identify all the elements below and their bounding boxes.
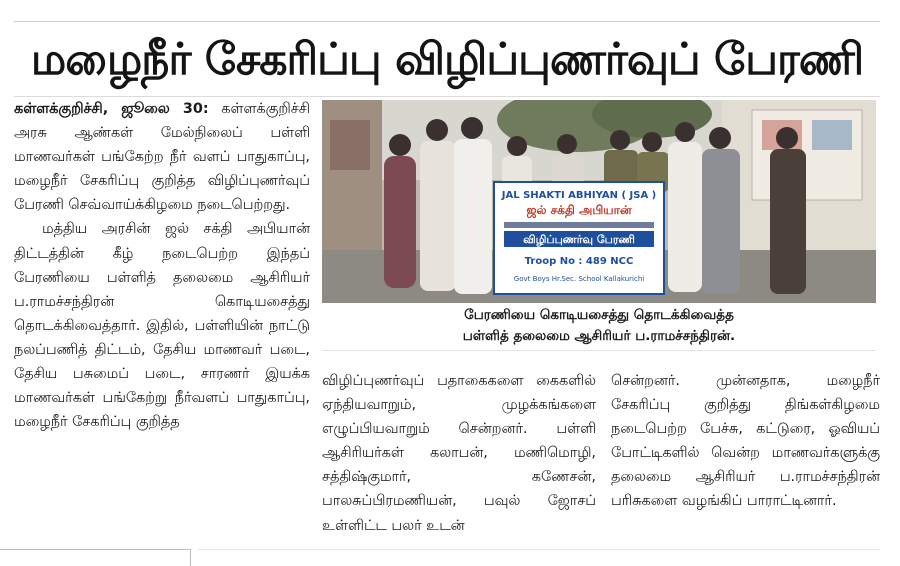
bottom-box: [0, 549, 191, 566]
article-column-2: [322, 369, 596, 538]
article-column-3: [611, 369, 880, 514]
column-3-text: சென்றனர். முன்னதாக, மழைநீர் சேகரிப்பு குறித்து திங்கள்கிழமை நடைபெற்ற பேச்சு, கட்டுரை, ஓவியப் போட்டிகளில் வென்ற மாணவர்களுக்கு தலைமை ஆசிரியர் ப.ராமச்சந்திரன் பரிசுகளை வழங்கிப் பாராட்டினார்.: [611, 373, 880, 510]
paragraph-2: மத்திய அரசின் ஜல் சக்தி அபியான் திட்டத்தின் கீழ் நடைபெற்ற இந்தப் பேரணியை பள்ளித் தலைமை ஆசிரியர் ப.ராமச்சந்திரன் கொடியசைத்து தொடக்கிவைத்தார். இதில், பள்ளியின் நாட்டு நலப்பணித் திட்டம், தேசிய மாணவர் படை, தேசிய பசுமைப் படை, சாரணர் இயக்க மாணவர்கள் பங்கேற்று நீர்வளப் பாதுகாப்பு, மழைநீர் சேகரிப்பு குறித்த: [14, 221, 310, 431]
banner-line-6: Govt Boys Hr.Sec. School Kallakurichi: [513, 275, 645, 283]
caption-line-1: பேரணியை கொடியசைத்து தொடக்கிவைத்த: [464, 307, 734, 323]
banner-line-5: Troop No : 489 NCC: [524, 256, 634, 267]
paragraph-1: [14, 97, 310, 217]
bottom-divider: [198, 549, 880, 550]
banner-line-2: ஜல் சக்தி அபியான்: [526, 203, 632, 217]
news-photo: [322, 100, 876, 303]
column-2-text: விழிப்புணர்வுப் பதாகைகளை கைகளில் ஏந்தியவாறும், முழக்கங்களை எழுப்பியவாறும் சென்றனர். பள்ளி ஆசிரியர்கள் கலாபன், மணிமொழி, சத்திஷ்குமார், கணேசன், பாலசுப்பிரமணியன், பவுல் ஜோசப் உள்ளிட்ட பலர் உடன்: [322, 373, 596, 534]
banner: [494, 182, 664, 294]
article-column-1: [14, 97, 310, 434]
banner-line-4: விழிப்புணர்வு பேரணி: [523, 233, 635, 246]
caption-divider: [322, 350, 876, 351]
banner-line-3: [504, 222, 654, 228]
top-divider: [14, 21, 880, 22]
paragraph-1-text: கள்ளக்குறிச்சி அரசு ஆண்கள் மேல்நிலைப் பள்ளி மாணவர்கள் பங்கேற்ற நீர் வளப் பாதுகாப்பு, மழைநீர் சேகரிப்பு குறித்த விழிப்புணர்வுப் பேரணி செவ்வாய்க்கிழமை நடைபெற்றது.: [14, 101, 310, 214]
headline: மழைநீர் சேகரிப்பு விழிப்புணர்வுப் பேரணி: [30, 34, 864, 85]
banner-line-1: JAL SHAKTI ABHIYAN ( JSA ): [501, 190, 657, 201]
photo-caption: [322, 305, 876, 347]
previous-article-fragment: [0, 0, 900, 20]
caption-line-2: பள்ளித் தலைமை ஆசிரியர் ப.ராமச்சந்திரன்.: [462, 328, 736, 344]
photo-illustration: [322, 100, 876, 303]
dateline: கள்ளக்குறிச்சி, ஜூலை 30:: [14, 101, 209, 117]
